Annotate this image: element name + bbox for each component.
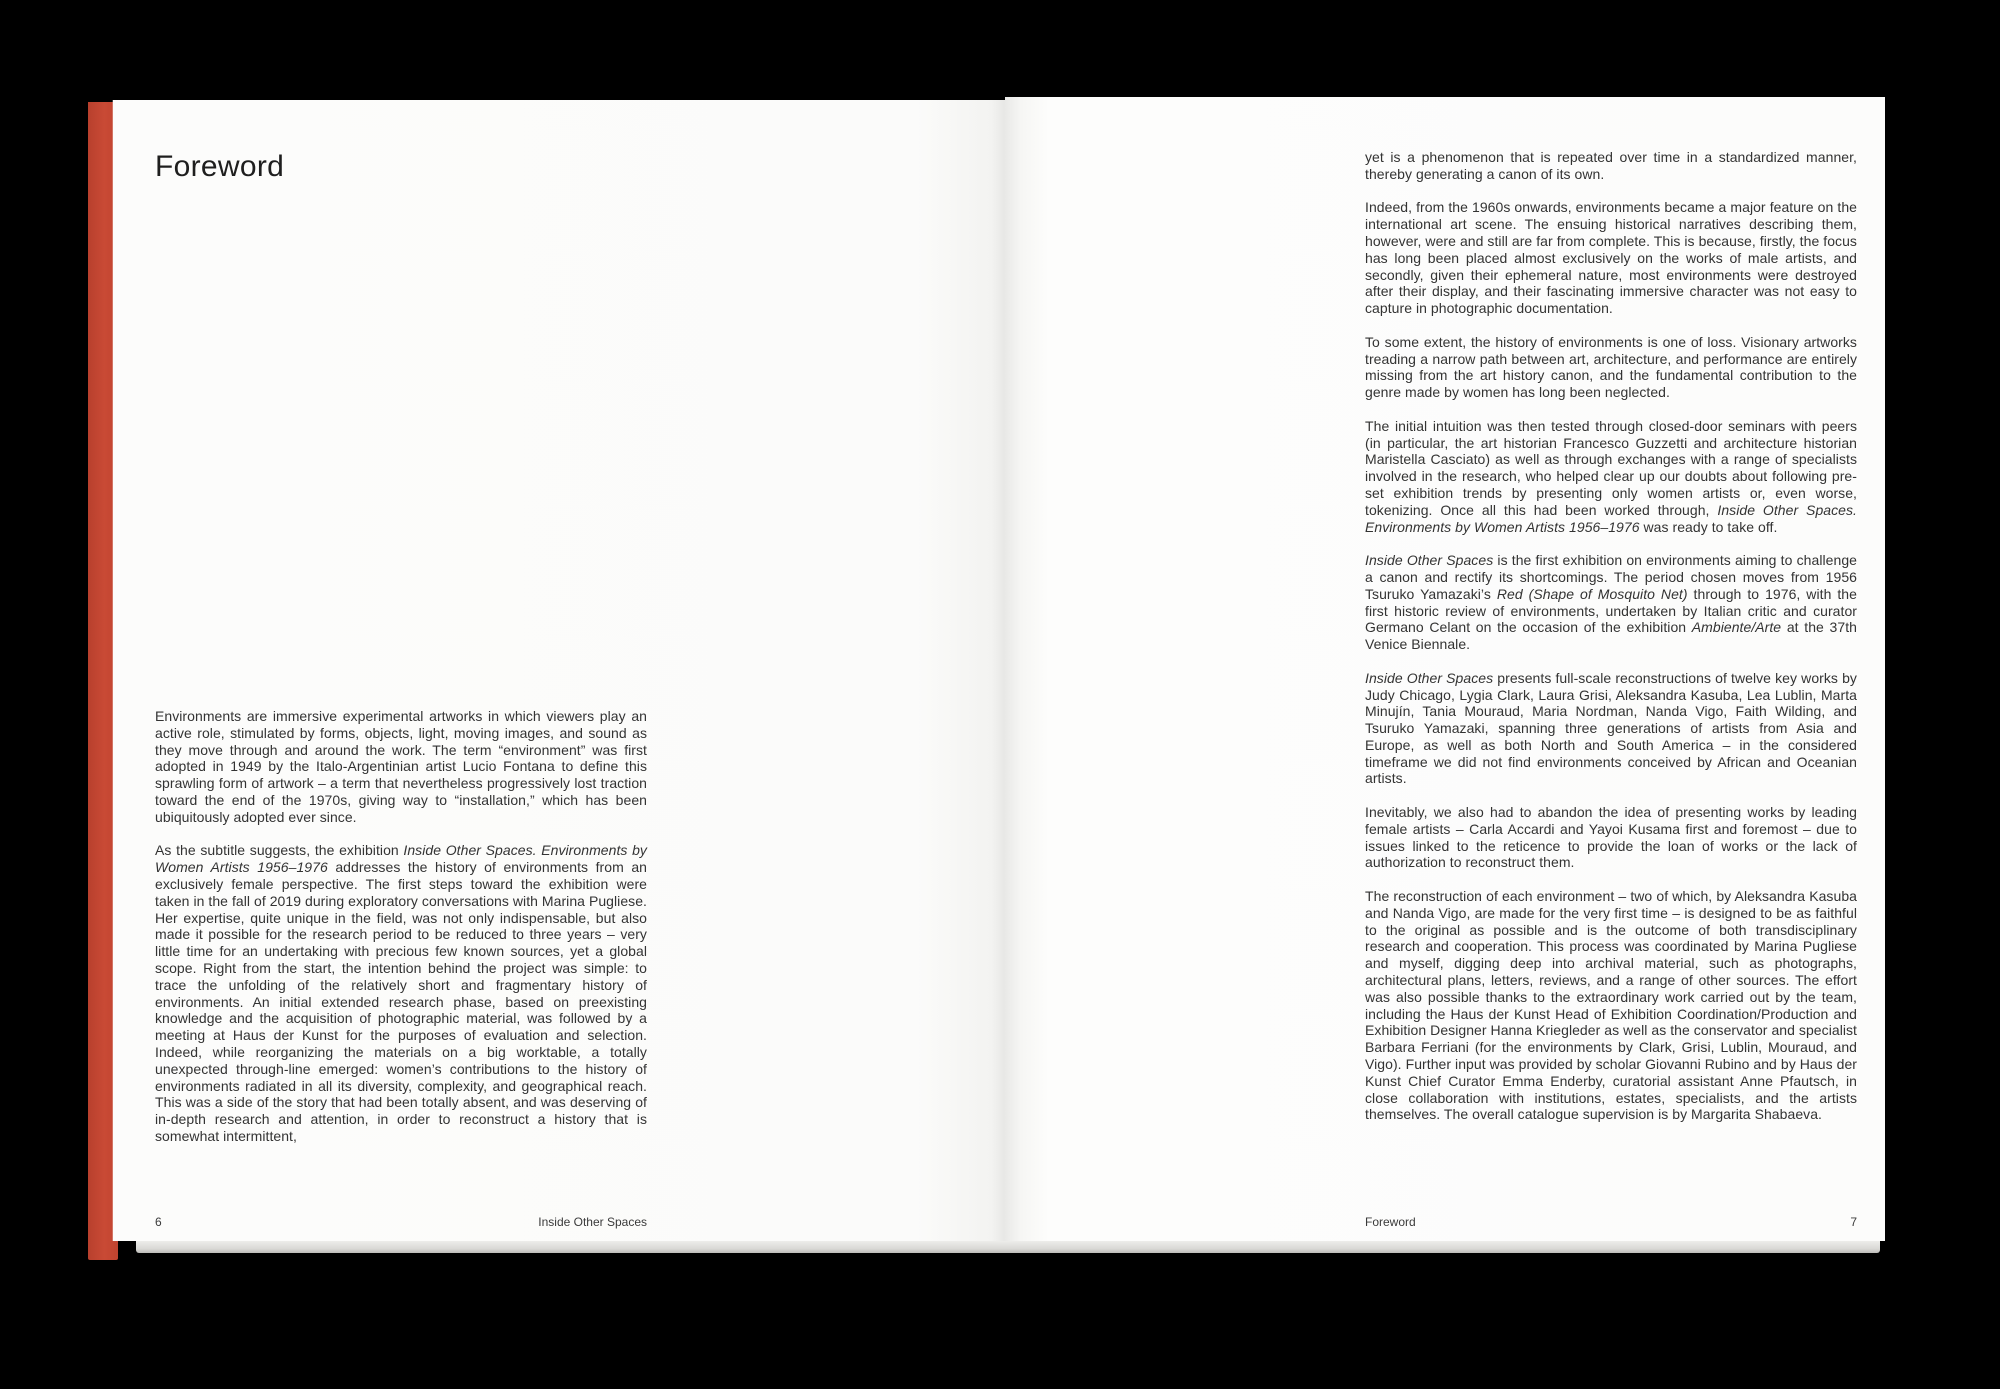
page-stack-edge (136, 1239, 1880, 1253)
text-run: Inside Other Spaces. Environments by Women Artists 1956–1976 (1365, 501, 1857, 535)
running-title: Foreword (1365, 1215, 1416, 1229)
page-title: Foreword (155, 150, 285, 183)
paragraph (1365, 552, 1857, 653)
left-page-body (155, 708, 647, 1145)
text-run: Inside Other Spaces (1365, 552, 1494, 569)
paragraph (1365, 199, 1857, 317)
text-run: is the first exhibition on environments aiming to challenge a canon and rectify its shortcomings. The period chosen moves from 1956 Tsuruko Yamazaki’s (1365, 552, 1857, 602)
running-title: Inside Other Spaces (538, 1215, 647, 1229)
text-run: Inside Other Spaces. Environments by Women Artists 1956–1976 (155, 842, 647, 876)
paragraph (155, 708, 647, 826)
text-run: through to 1976, with the first historic review of environments, undertaken by Italian critic and curator Germano Celant on the occasion of the exhibition (1365, 585, 1857, 636)
text-run: at the 37th Venice Biennale. (1365, 619, 1857, 653)
text-run: Environments are immersive experimental artworks in which viewers play an active role, stimulated by forms, objects, light, moving images, and sound as they move through and around the work. The term “environment” was first adopted in 1949 by the Italo-Argentinian artist Lucio Fontana to define this sprawling form of artwork – a term that nevertheless progressively lost traction toward the end of the 1970s, giving way to “installation,” which has been ubiquitously adopted ever since. (155, 708, 647, 825)
text-run: yet is a phenomenon that is repeated over time in a standardized manner, thereby generating a canon of its own. (1365, 149, 1857, 182)
right-page-body (1365, 149, 1857, 1123)
left-page (113, 100, 1005, 1241)
text-run: The reconstruction of each environment – two of which, by Aleksandra Kasuba and Nanda Vigo, are made for the very first time – is designed to be as faithful to the original as possible and is the outcome of both transdisciplinary research and cooperation. This process was coordinated by Marina Pugliese and myself, digging deep into archival material, such as photographs, architectural plans, letters, reviews, and a range of other sources. The effort was also possible thanks to the extraordinary work carried out by the team, including the Haus der Kunst Head of Exhibition Coordination/Production and Exhibition Designer Hanna Kriegleder as well as the conservator and specialist Barbara Ferriani (for the environments by Clark, Grisi, Lublin, Mouraud, and Vigo). Further input was provided by scholar Giovanni Rubino and by Haus der Kunst Chief Curator Emma Enderby, curatorial assistant Anne Pfautsch, in close collaboration with institutions, estates, specialists, and the artists themselves. The overall catalogue supervision is by Margarita Shabaeva. (1365, 888, 1857, 1123)
right-page (1005, 97, 1885, 1241)
paragraph (1365, 804, 1857, 871)
paragraph (1365, 149, 1857, 183)
text-run: Inevitably, we also had to abandon the idea of presenting works by leading female artists – Carla Accardi and Yayoi Kusama first and foremost – due to issues linked to the reticence to provide the loan of works or the lack of authorization to reconstruct them. (1365, 804, 1857, 871)
page-number: 7 (1850, 1215, 1857, 1229)
right-page-footer (1365, 1216, 1857, 1228)
text-run: Indeed, from the 1960s onwards, environments became a major feature on the international art scene. The ensuing historical narratives describing them, however, were and still are far from complete. This is because, firstly, the focus has long been placed almost exclusively on the works of male artists, and secondly, given their ephemeral nature, most environments were destroyed after their display, and their fascinating immersive character was not easy to capture in photographic documentation. (1365, 199, 1857, 317)
paragraph (1365, 334, 1857, 401)
text-run: Ambiente/Arte (1691, 619, 1782, 636)
left-page-footer (155, 1216, 647, 1228)
text-run: was ready to take off. (1639, 518, 1778, 535)
text-run: The initial intuition was then tested through closed-door seminars with peers (in particular, the art historian Francesco Guzzetti and architecture historian Maristella Casciato) as well as through exchanges with a range of specialists involved in the research, who helped clear up our doubts about following pre-set exhibition trends by presenting only women artists or, even worse, tokenizing. Once all this had been worked through, (1365, 417, 1857, 518)
paragraph (1365, 670, 1857, 788)
text-run: addresses the history of environments from an exclusively female perspective. The first steps toward the exhibition were taken in the fall of 2019 during exploratory conversations with Marina Pugliese. Her expertise, quite unique in the field, was not only indispensable, but also made it possible for the research period to be reduced to three years – very little time for an undertaking with precious few known sources, yet a global scope. Right from the start, the intention behind the project was simple: to trace the unfolding of the relatively short and fragmentary history of environments. An initial extended research phase, based on preexisting knowledge and the acquisition of photographic material, was followed by a meeting at Haus der Kunst for the purposes of evaluation and selection. Indeed, while reorganizing the materials on a big worktable, a totally unexpected through-line emerged: women’s contributions to the history of environments radiated in all its diversity, complexity, and geographical reach. This was a side of the story that had been totally absent, and was deserving of in-depth research and attention, in order to reconstruct a history that is somewhat intermittent, (155, 859, 648, 1144)
paragraph (155, 842, 647, 1144)
text-run: As the subtitle suggests, the exhibition (155, 842, 404, 859)
text-run: presents full-scale reconstructions of twelve key works by Judy Chicago, Lygia Clark, Laura Grisi, Aleksandra Kasuba, Lea Lublin, Marta Minujín, Tania Mouraud, Maria Nordman, Nanda Vigo, Faith Wilding, and Tsuruko Yamazaki, spanning three generations of artists from Asia and Europe, as well as both North and South America – in the considered timeframe we did not find environments conceived by African and Oceanian artists. (1365, 669, 1857, 787)
text-run: To some extent, the history of environments is one of loss. Visionary artworks treading a narrow path between art, architecture, and performance are entirely missing from the art history canon, and the fundamental contribution to the genre made by women has long been neglected. (1365, 333, 1857, 401)
text-run: Red (Shape of Mosquito Net) (1496, 585, 1688, 602)
text-run: Inside Other Spaces (1365, 669, 1494, 686)
paragraph (1365, 418, 1857, 536)
page-number: 6 (155, 1215, 162, 1229)
paragraph (1365, 888, 1857, 1123)
